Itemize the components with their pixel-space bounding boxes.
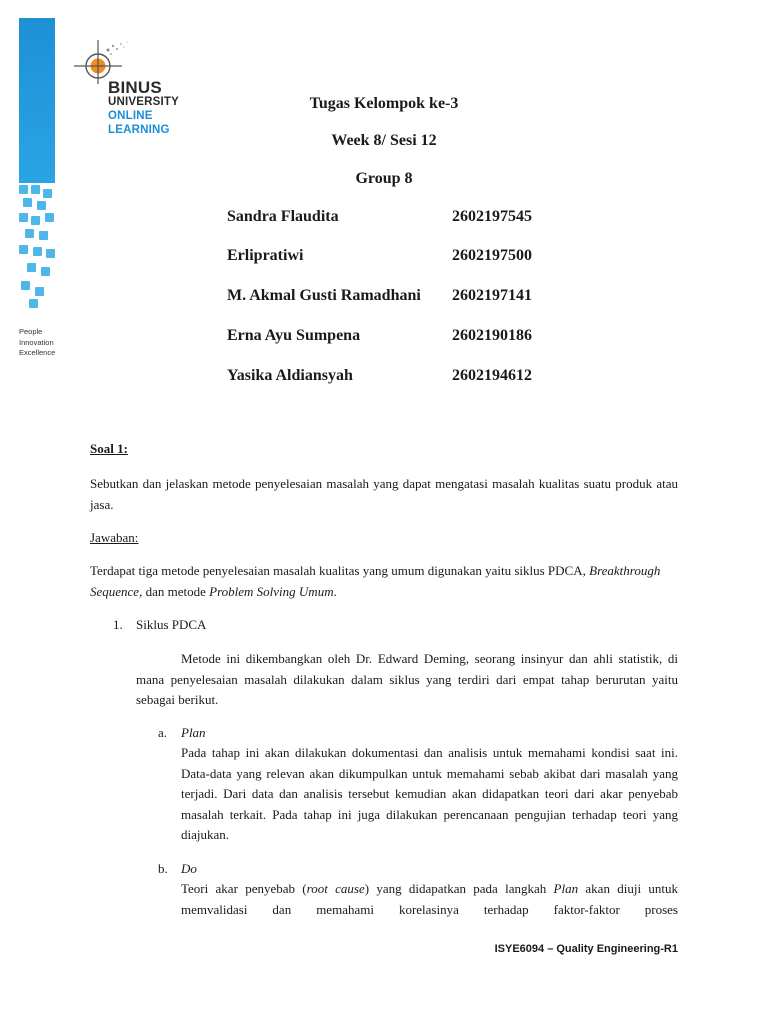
logo-brand: BINUS — [108, 78, 162, 97]
page-footer: ISYE6094 – Quality Engineering-R1 — [494, 943, 678, 955]
answer-intro: Terdapat tiga metode penyelesaian masalah kualitas yang umum digunakan yaitu siklus PDCA, Breakthrough Sequence, dan metode Problem Solving Umum. — [90, 563, 661, 599]
assignment-title: Tugas Kelompok ke-3 — [309, 95, 459, 112]
logo-university: UNIVERSITY — [108, 96, 180, 108]
group-name: Group 8 — [355, 170, 413, 187]
member-nim: 2602190186 — [452, 327, 532, 344]
answer-heading: Jawaban: — [90, 530, 139, 545]
member-name: M. Akmal Gusti Ramadhani — [227, 287, 421, 304]
section-title: Siklus PDCA — [136, 617, 207, 632]
member-name: Yasika Aldiansyah — [227, 367, 353, 384]
member-name: Sandra Flaudita — [227, 208, 339, 225]
week-session: Week 8/ Sesi 12 — [331, 132, 437, 149]
logo-tagline: People Innovation Excellence — [19, 327, 56, 357]
section-number: 1. — [113, 617, 123, 632]
step-label: a. — [158, 725, 168, 740]
step-label: b. — [158, 861, 168, 876]
logo-online: ONLINE — [108, 110, 153, 122]
member-nim: 2602197141 — [452, 287, 532, 304]
member-name: Erlipratiwi — [227, 247, 304, 264]
binus-logo — [72, 36, 192, 146]
question-heading: Soal 1: — [90, 441, 128, 456]
member-nim: 2602197545 — [452, 208, 532, 225]
logo-learning: LEARNING — [108, 124, 170, 136]
member-nim: 2602194612 — [452, 367, 532, 384]
step-title: Do — [181, 861, 197, 876]
member-name: Erna Ayu Sumpena — [227, 327, 361, 344]
step-text: Teori akar penyebab (root cause) yang didapatkan pada langkah Plan akan diuji untuk memvalidasi dan memahami korelasinya terhadap faktor-faktor proses — [181, 881, 678, 917]
member-nim: 2602197500 — [452, 247, 532, 264]
step-text: Pada tahap ini akan dilakukan dokumentasi dan analisis untuk memahami kondisi saat ini. Data-data yang relevan akan dikumpulkan untuk memahami sebab akibat dari masalah yang terjadi. Dari data dan analisis tersebut kemudian akan didapatkan teori dari akar penyebab masalah terkait. Pada tahap ini juga dilakukan perencanaan pengujian terhadap teori yang diajukan. — [181, 745, 678, 842]
step-title: Plan — [181, 725, 206, 740]
decorative-band — [19, 18, 55, 308]
section-description: Metode ini dikembangkan oleh Dr. Edward Deming, seorang insinyur dan ahli statistik, di mana penyelesaian masalah dilakukan dalam siklus yang terdiri dari empat tahap berurutan yaitu sebagai berikut. — [136, 651, 678, 707]
question-text: Sebutkan dan jelaskan metode penyelesaian masalah yang dapat mengatasi masalah kualitas suatu produk atau jasa. — [90, 476, 678, 512]
